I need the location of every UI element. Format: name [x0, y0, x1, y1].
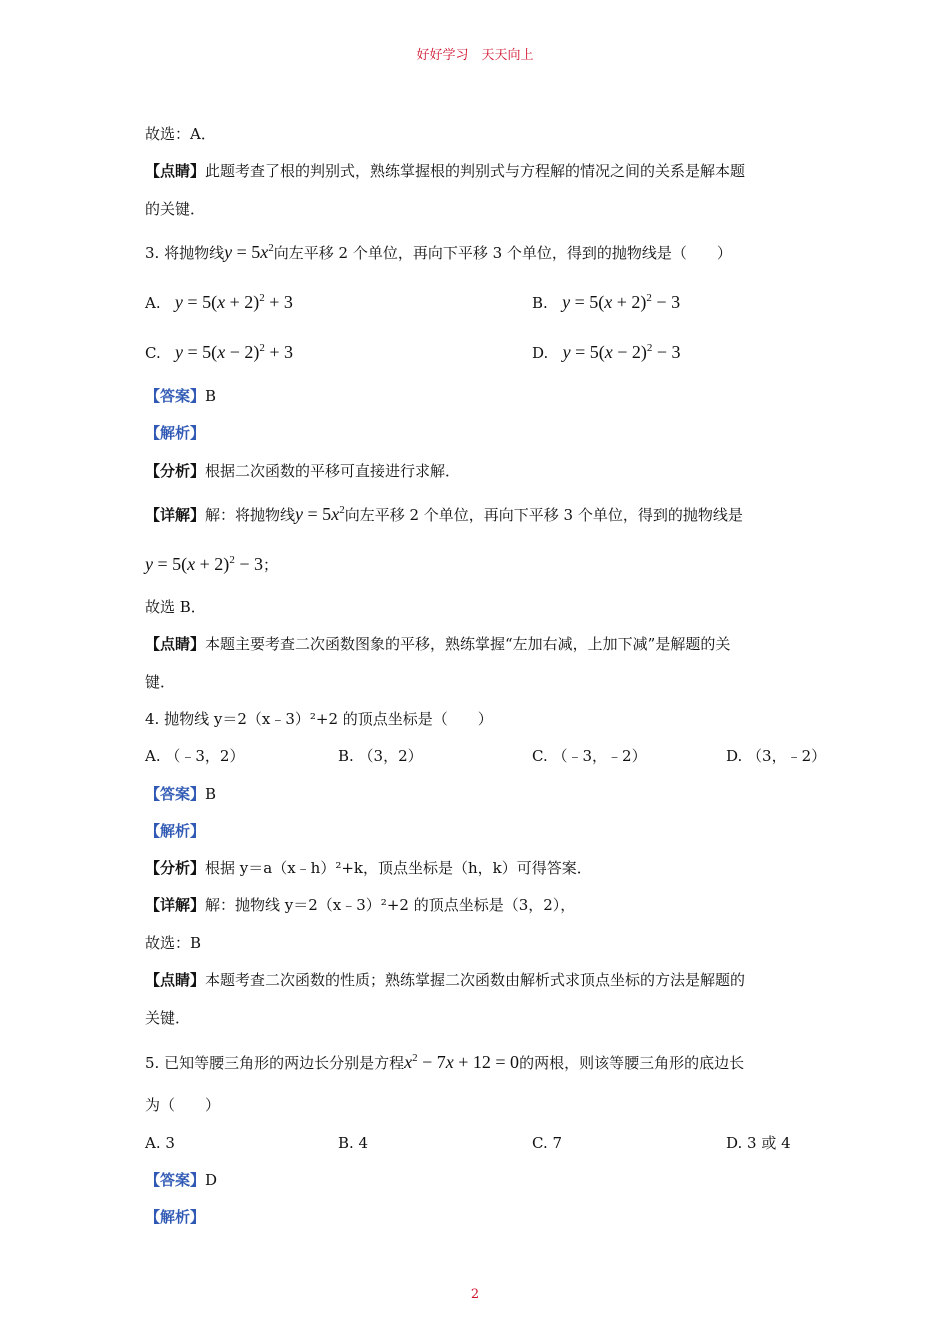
tag-dianjing: 【点睛】: [145, 162, 206, 180]
analysis-tag: 【解析】: [145, 424, 206, 442]
option-d: D. $y = 5(x - 2)^2 - 3$: [532, 342, 681, 362]
text-line: 【详解】解：将抛物线$y = 5x^2$向左平移 2 个单位，再向下平移 3 个单位，得到的抛物线是: [145, 504, 743, 524]
math-result: $y = 5(x + 2)^2 - 3$；: [145, 554, 278, 574]
text-line: 【点睛】本题主要考查二次函数图象的平移，熟练掌握“左加右减，上加下减”是解题的关: [145, 635, 731, 653]
text-line: 键．: [145, 673, 176, 691]
option-d: D. 3 或 4: [726, 1134, 791, 1152]
text-line: 故选：B: [145, 934, 202, 952]
answer-line: 【答案】B: [145, 387, 217, 405]
text-line: 故选 B．: [145, 598, 206, 616]
text-line: 故选：A．: [145, 125, 216, 143]
option-c: C. 7: [532, 1134, 563, 1152]
answer-line: 【答案】B: [145, 785, 217, 803]
page-header: 好好学习 天天向上: [416, 48, 534, 63]
question-5: 5. 已知等腰三角形的两边长分别是方程$x^2 - 7x + 12 = 0$的两根，则该等腰三角形的底边长: [145, 1052, 745, 1072]
option-c: C. （﹣3，﹣2）: [532, 747, 647, 765]
question-4: 4. 抛物线 y＝2（x﹣3）²+2 的顶点坐标是（ ）: [145, 710, 493, 728]
math-expr: $y = 5x^2$: [224, 242, 274, 262]
answer-line: 【答案】D: [145, 1171, 218, 1189]
text-line: 【详解】解：抛物线 y＝2（x﹣3）²+2 的顶点坐标是（3，2），: [145, 896, 576, 914]
text-line: 【点睛】此题考查了根的判别式，熟练掌握根的判别式与方程解的情况之间的关系是解本题: [145, 162, 746, 180]
text-line: 的关键．: [145, 200, 206, 218]
text-line: 【分析】根据二次函数的平移可直接进行求解．: [145, 462, 461, 480]
option-a: A. 3: [145, 1134, 175, 1152]
text-line: 为（ ）: [145, 1096, 221, 1114]
text-line: 【分析】根据 y＝a（x﹣h）²+k，顶点坐标是（h，k）可得答案．: [145, 859, 592, 877]
option-b: B. $y = 5(x + 2)^2 - 3$: [532, 292, 681, 312]
option-d: D. （3，﹣2）: [726, 747, 827, 765]
text-line: 关键．: [145, 1009, 191, 1027]
analysis-tag: 【解析】: [145, 822, 206, 840]
page-number: 2: [470, 1287, 480, 1302]
option-c: C. $y = 5(x - 2)^2 + 3$: [145, 342, 293, 362]
question-3: 3. 将抛物线$y = 5x^2$向左平移 2 个单位，再向下平移 3 个单位，得到的抛物线是（ ）: [145, 242, 732, 262]
text-line: 【点睛】本题考查二次函数的性质；熟练掌握二次函数由解析式求顶点坐标的方法是解题的: [145, 971, 746, 989]
option-a: A. （﹣3，2）: [145, 747, 245, 765]
option-a: A. $y = 5(x + 2)^2 + 3$: [145, 292, 293, 312]
option-b: B. 4: [338, 1134, 369, 1152]
option-b: B. （3，2）: [338, 747, 423, 765]
analysis-tag: 【解析】: [145, 1208, 206, 1226]
